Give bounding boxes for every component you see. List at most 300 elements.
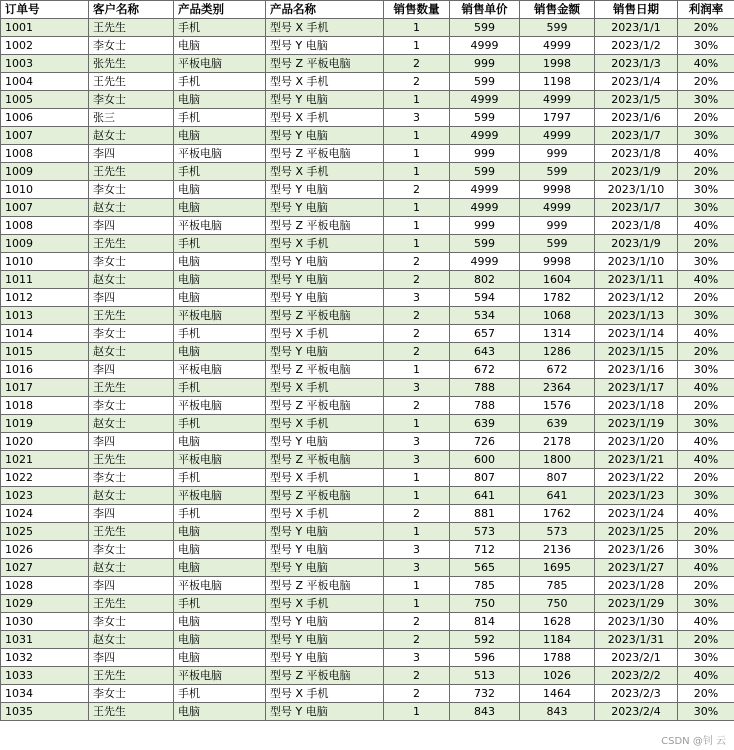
cell-category[interactable]: 电脑 [174,343,266,361]
cell-category[interactable]: 平板电脑 [174,361,266,379]
cell-order-id[interactable]: 1021 [1,451,89,469]
cell-quantity[interactable]: 1 [384,577,450,595]
cell-quantity[interactable]: 3 [384,433,450,451]
cell-customer[interactable]: 赵女士 [89,199,174,217]
cell-customer[interactable]: 李女士 [89,325,174,343]
cell-product[interactable]: 型号 Z 平板电脑 [266,397,384,415]
cell-order-id[interactable]: 1033 [1,667,89,685]
cell-amount[interactable]: 1286 [520,343,595,361]
cell-customer[interactable]: 王先生 [89,523,174,541]
cell-margin[interactable]: 20% [678,685,734,703]
cell-date[interactable]: 2023/1/19 [595,415,678,433]
cell-quantity[interactable]: 1 [384,703,450,721]
cell-order-id[interactable]: 1008 [1,145,89,163]
cell-unit-price[interactable]: 788 [450,397,520,415]
cell-date[interactable]: 2023/1/16 [595,361,678,379]
cell-quantity[interactable]: 3 [384,289,450,307]
cell-customer[interactable]: 王先生 [89,451,174,469]
cell-amount[interactable]: 785 [520,577,595,595]
cell-order-id[interactable]: 1010 [1,253,89,271]
cell-margin[interactable]: 30% [678,703,734,721]
cell-product[interactable]: 型号 Y 电脑 [266,541,384,559]
cell-date[interactable]: 2023/1/9 [595,235,678,253]
cell-margin[interactable]: 30% [678,307,734,325]
cell-quantity[interactable]: 1 [384,235,450,253]
cell-date[interactable]: 2023/1/9 [595,163,678,181]
cell-amount[interactable]: 1762 [520,505,595,523]
cell-product[interactable]: 型号 Z 平板电脑 [266,145,384,163]
cell-quantity[interactable]: 1 [384,217,450,235]
cell-margin[interactable]: 40% [678,379,734,397]
cell-product[interactable]: 型号 X 手机 [266,379,384,397]
cell-margin[interactable]: 30% [678,487,734,505]
cell-amount[interactable]: 1604 [520,271,595,289]
cell-product[interactable]: 型号 X 手机 [266,469,384,487]
cell-date[interactable]: 2023/1/29 [595,595,678,613]
cell-margin[interactable]: 20% [678,289,734,307]
cell-order-id[interactable]: 1026 [1,541,89,559]
cell-order-id[interactable]: 1008 [1,217,89,235]
cell-customer[interactable]: 赵女士 [89,487,174,505]
cell-amount[interactable]: 1068 [520,307,595,325]
cell-margin[interactable]: 30% [678,541,734,559]
cell-unit-price[interactable]: 712 [450,541,520,559]
cell-margin[interactable]: 30% [678,181,734,199]
cell-unit-price[interactable]: 881 [450,505,520,523]
cell-margin[interactable]: 40% [678,271,734,289]
cell-product[interactable]: 型号 X 手机 [266,163,384,181]
cell-unit-price[interactable]: 513 [450,667,520,685]
cell-order-id[interactable]: 1013 [1,307,89,325]
cell-unit-price[interactable]: 599 [450,163,520,181]
cell-amount[interactable]: 573 [520,523,595,541]
cell-date[interactable]: 2023/1/7 [595,127,678,145]
cell-amount[interactable]: 599 [520,235,595,253]
cell-category[interactable]: 电脑 [174,127,266,145]
header-unit-price[interactable]: 销售单价 [450,1,520,19]
cell-product[interactable]: 型号 Y 电脑 [266,649,384,667]
cell-unit-price[interactable]: 599 [450,235,520,253]
cell-order-id[interactable]: 1009 [1,235,89,253]
cell-order-id[interactable]: 1032 [1,649,89,667]
cell-unit-price[interactable]: 732 [450,685,520,703]
cell-date[interactable]: 2023/1/7 [595,199,678,217]
cell-category[interactable]: 手机 [174,19,266,37]
cell-amount[interactable]: 807 [520,469,595,487]
cell-margin[interactable]: 40% [678,559,734,577]
cell-product[interactable]: 型号 Z 平板电脑 [266,217,384,235]
cell-margin[interactable]: 20% [678,523,734,541]
cell-quantity[interactable]: 1 [384,127,450,145]
cell-order-id[interactable]: 1005 [1,91,89,109]
cell-customer[interactable]: 李女士 [89,397,174,415]
cell-customer[interactable]: 赵女士 [89,415,174,433]
cell-order-id[interactable]: 1023 [1,487,89,505]
cell-amount[interactable]: 4999 [520,37,595,55]
cell-amount[interactable]: 4999 [520,91,595,109]
cell-date[interactable]: 2023/1/25 [595,523,678,541]
cell-category[interactable]: 平板电脑 [174,145,266,163]
cell-amount[interactable]: 1314 [520,325,595,343]
cell-margin[interactable]: 20% [678,469,734,487]
cell-unit-price[interactable]: 565 [450,559,520,577]
cell-order-id[interactable]: 1003 [1,55,89,73]
cell-customer[interactable]: 王先生 [89,703,174,721]
cell-customer[interactable]: 李女士 [89,613,174,631]
cell-product[interactable]: 型号 Z 平板电脑 [266,451,384,469]
cell-customer[interactable]: 李女士 [89,685,174,703]
cell-order-id[interactable]: 1030 [1,613,89,631]
cell-category[interactable]: 手机 [174,109,266,127]
cell-amount[interactable]: 999 [520,145,595,163]
cell-quantity[interactable]: 1 [384,37,450,55]
cell-unit-price[interactable]: 785 [450,577,520,595]
cell-category[interactable]: 电脑 [174,433,266,451]
cell-date[interactable]: 2023/1/13 [595,307,678,325]
cell-customer[interactable]: 李女士 [89,469,174,487]
cell-date[interactable]: 2023/1/3 [595,55,678,73]
cell-date[interactable]: 2023/1/22 [595,469,678,487]
cell-amount[interactable]: 999 [520,217,595,235]
cell-margin[interactable]: 20% [678,577,734,595]
cell-amount[interactable]: 1998 [520,55,595,73]
cell-quantity[interactable]: 1 [384,361,450,379]
cell-margin[interactable]: 30% [678,595,734,613]
cell-order-id[interactable]: 1015 [1,343,89,361]
cell-product[interactable]: 型号 Y 电脑 [266,127,384,145]
cell-margin[interactable]: 30% [678,199,734,217]
header-product[interactable]: 产品名称 [266,1,384,19]
cell-customer[interactable]: 李四 [89,289,174,307]
cell-customer[interactable]: 王先生 [89,379,174,397]
cell-product[interactable]: 型号 Y 电脑 [266,523,384,541]
cell-category[interactable]: 电脑 [174,271,266,289]
cell-product[interactable]: 型号 Z 平板电脑 [266,55,384,73]
cell-amount[interactable]: 1464 [520,685,595,703]
cell-quantity[interactable]: 2 [384,271,450,289]
cell-margin[interactable]: 40% [678,433,734,451]
cell-order-id[interactable]: 1010 [1,181,89,199]
cell-quantity[interactable]: 3 [384,379,450,397]
cell-product[interactable]: 型号 X 手机 [266,325,384,343]
cell-customer[interactable]: 赵女士 [89,271,174,289]
cell-amount[interactable]: 672 [520,361,595,379]
cell-amount[interactable]: 1628 [520,613,595,631]
cell-date[interactable]: 2023/1/10 [595,253,678,271]
cell-date[interactable]: 2023/2/3 [595,685,678,703]
cell-customer[interactable]: 王先生 [89,19,174,37]
cell-amount[interactable]: 4999 [520,127,595,145]
cell-customer[interactable]: 王先生 [89,163,174,181]
cell-quantity[interactable]: 2 [384,685,450,703]
cell-unit-price[interactable]: 599 [450,73,520,91]
cell-order-id[interactable]: 1009 [1,163,89,181]
cell-date[interactable]: 2023/1/23 [595,487,678,505]
cell-order-id[interactable]: 1019 [1,415,89,433]
cell-order-id[interactable]: 1007 [1,199,89,217]
cell-customer[interactable]: 李四 [89,577,174,595]
cell-order-id[interactable]: 1024 [1,505,89,523]
cell-quantity[interactable]: 1 [384,163,450,181]
cell-date[interactable]: 2023/1/31 [595,631,678,649]
cell-category[interactable]: 手机 [174,595,266,613]
cell-order-id[interactable]: 1025 [1,523,89,541]
cell-quantity[interactable]: 1 [384,487,450,505]
cell-unit-price[interactable]: 672 [450,361,520,379]
cell-date[interactable]: 2023/1/30 [595,613,678,631]
cell-amount[interactable]: 1026 [520,667,595,685]
cell-quantity[interactable]: 2 [384,631,450,649]
cell-product[interactable]: 型号 Y 电脑 [266,559,384,577]
cell-quantity[interactable]: 1 [384,415,450,433]
cell-date[interactable]: 2023/1/20 [595,433,678,451]
cell-amount[interactable]: 9998 [520,253,595,271]
cell-margin[interactable]: 20% [678,631,734,649]
cell-unit-price[interactable]: 643 [450,343,520,361]
cell-amount[interactable]: 1797 [520,109,595,127]
cell-quantity[interactable]: 1 [384,595,450,613]
cell-order-id[interactable]: 1022 [1,469,89,487]
cell-customer[interactable]: 李女士 [89,253,174,271]
header-category[interactable]: 产品类别 [174,1,266,19]
cell-date[interactable]: 2023/1/10 [595,181,678,199]
cell-amount[interactable]: 9998 [520,181,595,199]
cell-product[interactable]: 型号 Z 平板电脑 [266,487,384,505]
cell-quantity[interactable]: 3 [384,109,450,127]
cell-order-id[interactable]: 1001 [1,19,89,37]
cell-date[interactable]: 2023/1/21 [595,451,678,469]
cell-unit-price[interactable]: 600 [450,451,520,469]
cell-unit-price[interactable]: 814 [450,613,520,631]
cell-amount[interactable]: 750 [520,595,595,613]
cell-order-id[interactable]: 1029 [1,595,89,613]
cell-margin[interactable]: 30% [678,127,734,145]
cell-amount[interactable]: 1788 [520,649,595,667]
cell-quantity[interactable]: 2 [384,343,450,361]
cell-category[interactable]: 电脑 [174,541,266,559]
cell-unit-price[interactable]: 599 [450,19,520,37]
cell-quantity[interactable]: 2 [384,253,450,271]
cell-product[interactable]: 型号 Y 电脑 [266,343,384,361]
cell-quantity[interactable]: 1 [384,91,450,109]
cell-customer[interactable]: 李四 [89,145,174,163]
cell-margin[interactable]: 20% [678,235,734,253]
cell-unit-price[interactable]: 596 [450,649,520,667]
cell-unit-price[interactable]: 594 [450,289,520,307]
cell-unit-price[interactable]: 999 [450,217,520,235]
cell-margin[interactable]: 30% [678,649,734,667]
cell-customer[interactable]: 赵女士 [89,343,174,361]
cell-order-id[interactable]: 1028 [1,577,89,595]
cell-quantity[interactable]: 3 [384,559,450,577]
cell-quantity[interactable]: 1 [384,523,450,541]
cell-amount[interactable]: 599 [520,163,595,181]
cell-order-id[interactable]: 1017 [1,379,89,397]
cell-quantity[interactable]: 3 [384,649,450,667]
cell-product[interactable]: 型号 Y 电脑 [266,613,384,631]
cell-order-id[interactable]: 1016 [1,361,89,379]
cell-category[interactable]: 手机 [174,235,266,253]
cell-customer[interactable]: 李四 [89,433,174,451]
cell-date[interactable]: 2023/1/15 [595,343,678,361]
header-margin[interactable]: 利润率 [678,1,734,19]
cell-amount[interactable]: 1184 [520,631,595,649]
cell-unit-price[interactable]: 750 [450,595,520,613]
cell-unit-price[interactable]: 639 [450,415,520,433]
cell-margin[interactable]: 40% [678,667,734,685]
cell-amount[interactable]: 2178 [520,433,595,451]
cell-unit-price[interactable]: 4999 [450,91,520,109]
cell-unit-price[interactable]: 4999 [450,127,520,145]
cell-product[interactable]: 型号 Y 电脑 [266,91,384,109]
cell-category[interactable]: 手机 [174,163,266,181]
cell-date[interactable]: 2023/1/24 [595,505,678,523]
cell-unit-price[interactable]: 807 [450,469,520,487]
cell-customer[interactable]: 赵女士 [89,559,174,577]
cell-unit-price[interactable]: 641 [450,487,520,505]
cell-unit-price[interactable]: 843 [450,703,520,721]
cell-category[interactable]: 平板电脑 [174,217,266,235]
cell-category[interactable]: 电脑 [174,559,266,577]
cell-customer[interactable]: 李女士 [89,181,174,199]
cell-unit-price[interactable]: 657 [450,325,520,343]
cell-margin[interactable]: 30% [678,91,734,109]
cell-order-id[interactable]: 1018 [1,397,89,415]
cell-date[interactable]: 2023/1/27 [595,559,678,577]
cell-customer[interactable]: 李女士 [89,91,174,109]
cell-margin[interactable]: 40% [678,55,734,73]
cell-date[interactable]: 2023/1/26 [595,541,678,559]
cell-date[interactable]: 2023/1/1 [595,19,678,37]
cell-date[interactable]: 2023/1/18 [595,397,678,415]
cell-product[interactable]: 型号 X 手机 [266,505,384,523]
cell-category[interactable]: 手机 [174,505,266,523]
cell-amount[interactable]: 2136 [520,541,595,559]
cell-quantity[interactable]: 2 [384,667,450,685]
cell-product[interactable]: 型号 Z 平板电脑 [266,307,384,325]
cell-date[interactable]: 2023/1/8 [595,217,678,235]
cell-order-id[interactable]: 1020 [1,433,89,451]
cell-customer[interactable]: 李四 [89,505,174,523]
cell-product[interactable]: 型号 Z 平板电脑 [266,361,384,379]
cell-order-id[interactable]: 1007 [1,127,89,145]
cell-amount[interactable]: 1695 [520,559,595,577]
cell-date[interactable]: 2023/1/11 [595,271,678,289]
cell-category[interactable]: 手机 [174,415,266,433]
cell-category[interactable]: 平板电脑 [174,487,266,505]
cell-category[interactable]: 平板电脑 [174,577,266,595]
cell-order-id[interactable]: 1027 [1,559,89,577]
cell-margin[interactable]: 40% [678,613,734,631]
cell-date[interactable]: 2023/1/12 [595,289,678,307]
cell-category[interactable]: 手机 [174,379,266,397]
cell-margin[interactable]: 40% [678,505,734,523]
cell-margin[interactable]: 20% [678,163,734,181]
header-date[interactable]: 销售日期 [595,1,678,19]
cell-category[interactable]: 平板电脑 [174,397,266,415]
cell-quantity[interactable]: 1 [384,19,450,37]
cell-unit-price[interactable]: 599 [450,109,520,127]
cell-date[interactable]: 2023/1/17 [595,379,678,397]
cell-order-id[interactable]: 1011 [1,271,89,289]
cell-customer[interactable]: 王先生 [89,595,174,613]
cell-quantity[interactable]: 2 [384,613,450,631]
cell-amount[interactable]: 639 [520,415,595,433]
cell-order-id[interactable]: 1014 [1,325,89,343]
cell-quantity[interactable]: 2 [384,55,450,73]
cell-customer[interactable]: 王先生 [89,307,174,325]
cell-unit-price[interactable]: 999 [450,145,520,163]
cell-product[interactable]: 型号 Y 电脑 [266,199,384,217]
cell-margin[interactable]: 40% [678,217,734,235]
cell-customer[interactable]: 张三 [89,109,174,127]
cell-category[interactable]: 电脑 [174,253,266,271]
cell-margin[interactable]: 40% [678,145,734,163]
header-customer[interactable]: 客户名称 [89,1,174,19]
cell-date[interactable]: 2023/2/2 [595,667,678,685]
cell-category[interactable]: 手机 [174,325,266,343]
cell-margin[interactable]: 30% [678,253,734,271]
cell-quantity[interactable]: 2 [384,181,450,199]
cell-category[interactable]: 手机 [174,73,266,91]
cell-margin[interactable]: 40% [678,325,734,343]
cell-date[interactable]: 2023/1/14 [595,325,678,343]
cell-category[interactable]: 电脑 [174,199,266,217]
cell-category[interactable]: 平板电脑 [174,667,266,685]
cell-customer[interactable]: 王先生 [89,667,174,685]
cell-category[interactable]: 电脑 [174,289,266,307]
header-order-id[interactable]: 订单号 [1,1,89,19]
cell-product[interactable]: 型号 Y 电脑 [266,631,384,649]
cell-order-id[interactable]: 1035 [1,703,89,721]
cell-customer[interactable]: 李女士 [89,37,174,55]
cell-quantity[interactable]: 3 [384,541,450,559]
cell-margin[interactable]: 20% [678,343,734,361]
cell-quantity[interactable]: 1 [384,469,450,487]
cell-product[interactable]: 型号 X 手机 [266,595,384,613]
cell-quantity[interactable]: 2 [384,325,450,343]
cell-date[interactable]: 2023/1/5 [595,91,678,109]
cell-amount[interactable]: 1800 [520,451,595,469]
cell-order-id[interactable]: 1034 [1,685,89,703]
cell-category[interactable]: 电脑 [174,649,266,667]
cell-amount[interactable]: 1198 [520,73,595,91]
cell-product[interactable]: 型号 Y 电脑 [266,253,384,271]
cell-unit-price[interactable]: 4999 [450,181,520,199]
cell-category[interactable]: 电脑 [174,91,266,109]
cell-customer[interactable]: 李女士 [89,541,174,559]
cell-quantity[interactable]: 2 [384,397,450,415]
cell-category[interactable]: 手机 [174,685,266,703]
cell-amount[interactable]: 1782 [520,289,595,307]
cell-quantity[interactable]: 2 [384,307,450,325]
cell-margin[interactable]: 30% [678,415,734,433]
cell-order-id[interactable]: 1004 [1,73,89,91]
cell-category[interactable]: 电脑 [174,631,266,649]
cell-customer[interactable]: 李四 [89,217,174,235]
cell-product[interactable]: 型号 X 手机 [266,109,384,127]
cell-unit-price[interactable]: 4999 [450,37,520,55]
cell-amount[interactable]: 1576 [520,397,595,415]
cell-unit-price[interactable]: 4999 [450,199,520,217]
cell-margin[interactable]: 30% [678,37,734,55]
cell-margin[interactable]: 20% [678,19,734,37]
cell-product[interactable]: 型号 X 手机 [266,235,384,253]
cell-margin[interactable]: 20% [678,109,734,127]
cell-margin[interactable]: 40% [678,451,734,469]
cell-product[interactable]: 型号 X 手机 [266,685,384,703]
cell-unit-price[interactable]: 999 [450,55,520,73]
